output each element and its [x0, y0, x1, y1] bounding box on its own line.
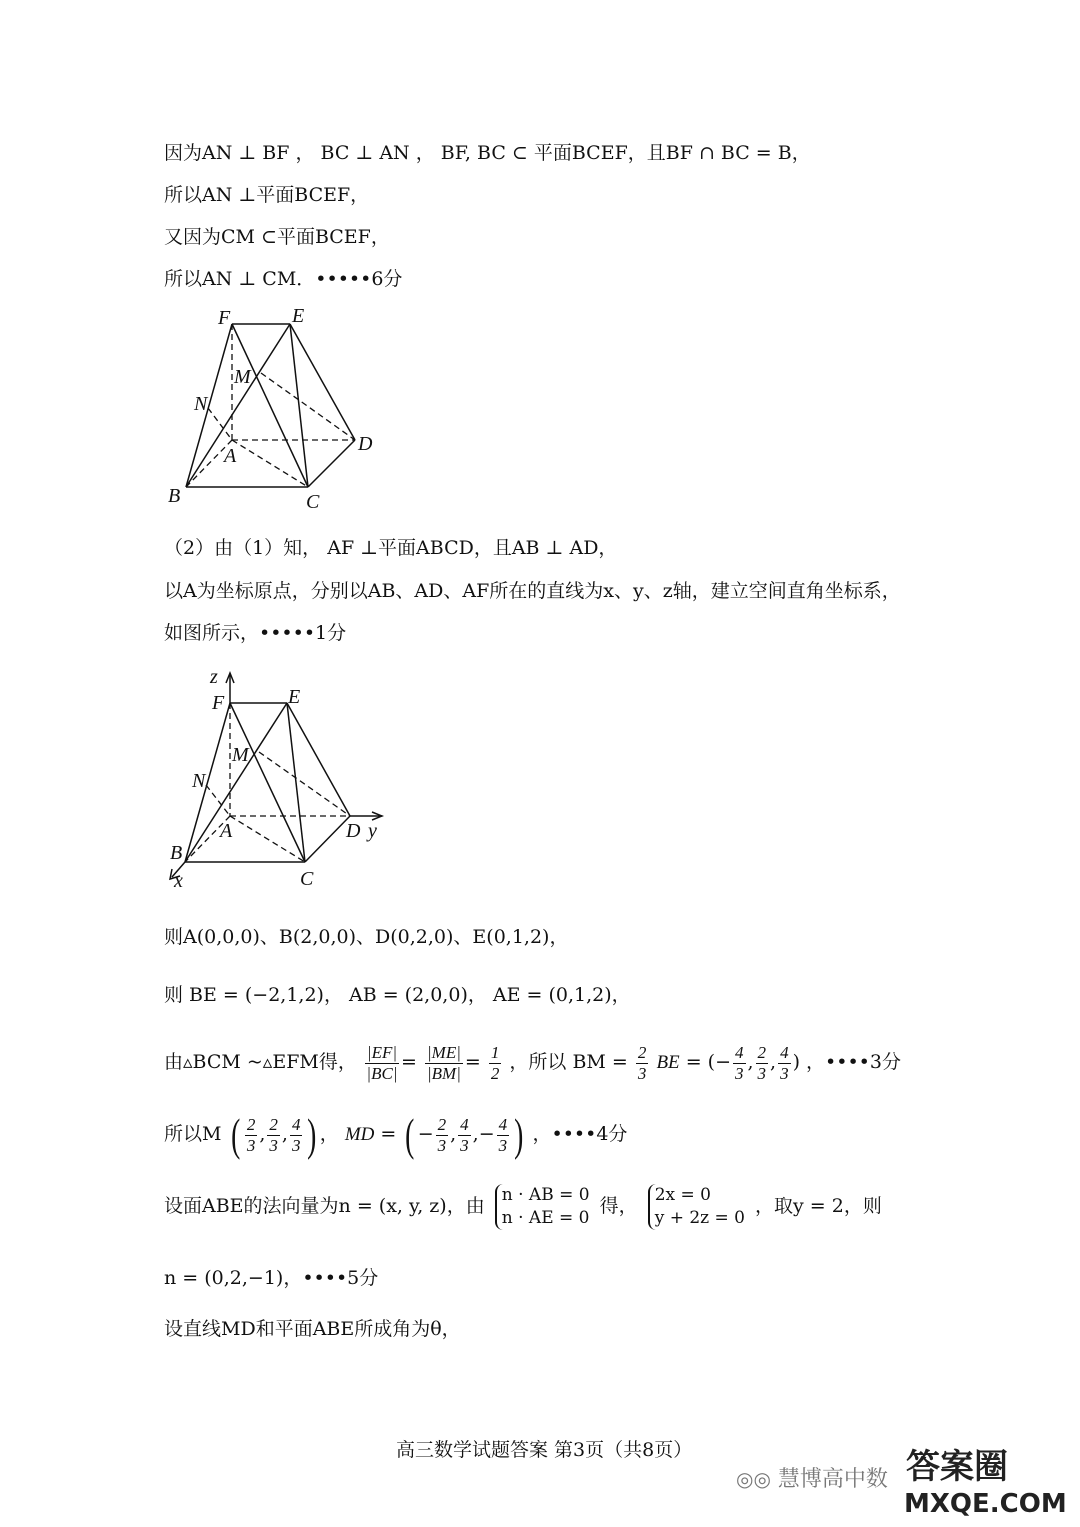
m-score: ，••••4分 [532, 1123, 628, 1145]
fig1-label-N: N [194, 393, 208, 415]
text-line-angle: 设直线MD和平面ABE所成角为θ， [164, 1318, 461, 1340]
normal-post: ，取y = 2，则 [755, 1195, 882, 1217]
logo-text: 答案圈 [906, 1447, 1008, 1487]
text-line-similarity: 由▵BCM ~▵EFM得， $\frac{|EF|}{|BC|}$ = $\frac{|ME|}{|BM|}$ = $\frac{1}{2}$ ，所以 BM = $\frac{2}{3}$ BE = (− $\frac{4}{3}$ , $\frac{2}{3}$ , $\frac{4}{3}$ ) ，••••3分 [164, 1042, 901, 1083]
fig1-label-E: E [292, 305, 305, 327]
text-line-3: 又因为CM ⊂平面BCEF， [164, 226, 390, 248]
fig2-label-z: z [210, 666, 218, 688]
text-line-coords: 则A(0,0,0)、B(2,0,0)、D(0,2,0)、E(0,1,2)， [164, 926, 569, 948]
system-1-eq-a: n · AB = 0 [501, 1185, 590, 1205]
text-line-n-result: n = (0,2,−1)，••••5分 [164, 1267, 379, 1289]
page-footer: 高三数学试题答案 第3页（共8页） [396, 1439, 693, 1461]
answer-circle-logo [896, 1436, 1076, 1522]
fig1-label-M: M [234, 366, 251, 388]
fig2-label-y: y [368, 820, 377, 842]
fig2-label-D: D [346, 820, 361, 842]
text-line-vectors: 则 BE = (−2,1,2)， AB = (2,0,0)， AE = (0,1,2)， [164, 984, 631, 1006]
fig2-label-A: A [220, 820, 233, 842]
system-2-eq-a: 2x = 0 [654, 1185, 711, 1205]
figure-1 [160, 300, 400, 520]
m-prefix: 所以M [164, 1123, 222, 1145]
text-line-p2a: （2）由（1）知， AF ⊥平面ABCD，且AB ⊥ AD， [164, 537, 618, 559]
wechat-watermark-text: 慧博高中数 [777, 1467, 888, 1492]
fig2-label-M: M [232, 744, 249, 766]
normal-mid: 得， [599, 1195, 638, 1217]
sim-prefix: 由▵BCM ~▵EFM得， [164, 1051, 357, 1073]
sim-score: ，••••3分 [806, 1051, 901, 1073]
text-line-1: 因为AN ⊥ BF ， BC ⊥ AN ， BF, BC ⊂ 平面BCEF，且BF ∩ BC = B， [164, 142, 811, 164]
text-line-p2c: 如图所示，•••••1分 [164, 622, 347, 644]
text-line-normal [164, 1180, 882, 1232]
system-1 [495, 1184, 590, 1230]
wechat-icon: ◎◎ [736, 1467, 771, 1491]
text-line-2: 所以AN ⊥平面BCEF， [164, 184, 370, 206]
system-1-eq-b: n · AE = 0 [501, 1208, 590, 1228]
figure-2 [160, 665, 400, 895]
fig2-label-x: x [174, 870, 183, 892]
system-2-eq-b: y + 2z = 0 [654, 1208, 745, 1228]
normal-prefix: 设面ABE的法向量为n = (x, y, z)，由 [164, 1195, 485, 1217]
fig1-label-A: A [224, 445, 237, 467]
fig1-label-C: C [306, 491, 320, 513]
text-line-p2b: 以A为坐标原点，分别以AB、AD、AF所在的直线为x、y、z轴，建立空间直角坐标系， [164, 580, 901, 602]
fig2-label-F: F [212, 692, 225, 714]
fig1-label-B: B [168, 485, 181, 507]
frac-2-3: $\frac{2}{3}$ [637, 1042, 647, 1083]
sim-post: ，所以 BM = [509, 1051, 634, 1073]
fig2-label-C: C [300, 868, 314, 890]
frac-ef-bc: $\frac{|EF|}{|BC|}$ [366, 1042, 398, 1083]
fig1-label-F: F [218, 307, 231, 329]
logo-url: MXQE.COM [904, 1489, 1067, 1519]
text-line-4: 所以AN ⊥ CM．•••••6分 [164, 268, 403, 290]
fig2-label-E: E [288, 686, 301, 708]
fig2-label-B: B [170, 842, 183, 864]
frac-1-2: $\frac{1}{2}$ [490, 1042, 500, 1083]
system-2 [648, 1184, 745, 1230]
fig1-label-D: D [358, 433, 373, 455]
frac-me-bm: $\frac{|ME|}{|BM|}$ [427, 1042, 461, 1083]
fig2-label-N: N [192, 770, 206, 792]
wechat-watermark [736, 1462, 888, 1493]
text-line-point-m: 所以M ( $\frac{2}{3}$ , $\frac{2}{3}$ , $\frac{4}{3}$ ) ， MD = ( − $\frac{2}{3}$ , $\frac{4}{3}$ ,− $\frac{4}{3}$ ) ，••••4分 [164, 1109, 628, 1160]
